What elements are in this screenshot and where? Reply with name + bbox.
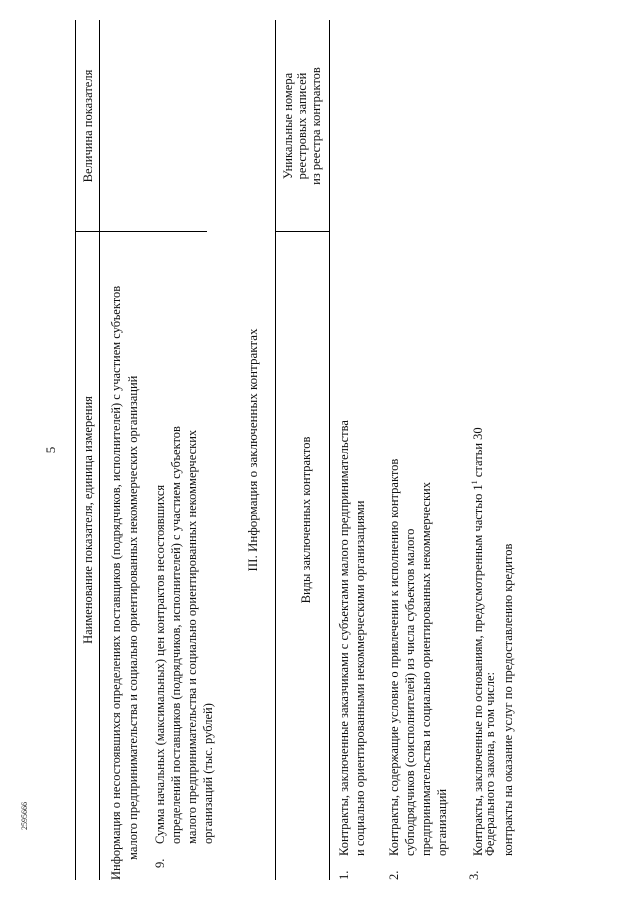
table2-col-kinds-header: Виды заключенных контрактов [299,436,313,604]
section-title: III. Информация о заключенных контрактах [245,328,260,572]
page-number: 5 [43,446,58,454]
table1-header-border [99,20,100,880]
table1-row9-line-3: малого предпринимательства и социально ориентированных некоммерческих [185,429,199,844]
table2-row-3 [467,240,499,880]
row-line-2: и социально ориентированными некоммерческими организациями [353,500,367,856]
table1-top-border [75,20,76,880]
row-number: 1. [337,870,351,880]
table2-top-border [275,20,276,880]
table2-header-border [329,20,330,880]
table2-col-numbers-header-line-2: реестровых записей [295,72,309,180]
rotated-page-content [75,20,635,880]
row-line-1: Контракты, заключенные заказчиками с субъектами малого предпринимательства [337,420,351,856]
table2-col-numbers-header-line-3: из реестра контрактов [309,67,323,185]
table1-row9-line-4: организаций (тыс. рублей) [201,703,215,844]
table1-row9-line-2: определений поставщиков (подрядчиков, исполнителей) с участием субъектов [169,426,183,844]
table1-heading-line-1: Информация о несостоявшихся определениях поставщиков (подрядчиков, исполнителей) с участием субъектов [109,285,123,880]
table1-heading-line-2: малого предпринимательства и социально ориентированных некоммерческих организаций [126,375,140,860]
table2-col-numbers-header-line-1: Уникальные номера [281,72,295,180]
table1-row9-line-1: Сумма начальных (максимальных) цен контрактов несостоявшихся [153,484,167,844]
row-number: 2. [387,870,401,880]
row-line-4: организаций [435,788,449,856]
table2-row-2 [387,240,451,880]
document-id: 2595666 [20,802,29,830]
table1-row9-number: 9. [153,858,167,868]
table1-col-value-header: Величина показателя [81,69,95,183]
row-number: 3. [467,870,481,880]
table2-row-1 [337,240,369,880]
table2-row-3-subitem [501,240,517,880]
row-line-2: субподрядчиков (соисполнителей) из числа субъектов малого [403,528,417,856]
row-line-1: Контракты, заключенные по основаниям, предусмотренным частью 1 [471,484,486,856]
row-line-1-tail: статьи 30 [471,427,486,481]
row-line-2: Федерального закона, в том числе: [483,672,497,856]
row-line-1: контракты на оказание услуг по предоставлению кредитов [501,543,515,856]
row-line-1: Контракты, содержащие условие о привлечении к исполнению контрактов [387,458,401,856]
table1-col-name-header: Наименование показателя, единица измерения [81,396,95,644]
superscript: 1 [470,480,479,485]
row-line-3: предпринимательства и социально ориентированных некоммерческих [419,482,433,856]
